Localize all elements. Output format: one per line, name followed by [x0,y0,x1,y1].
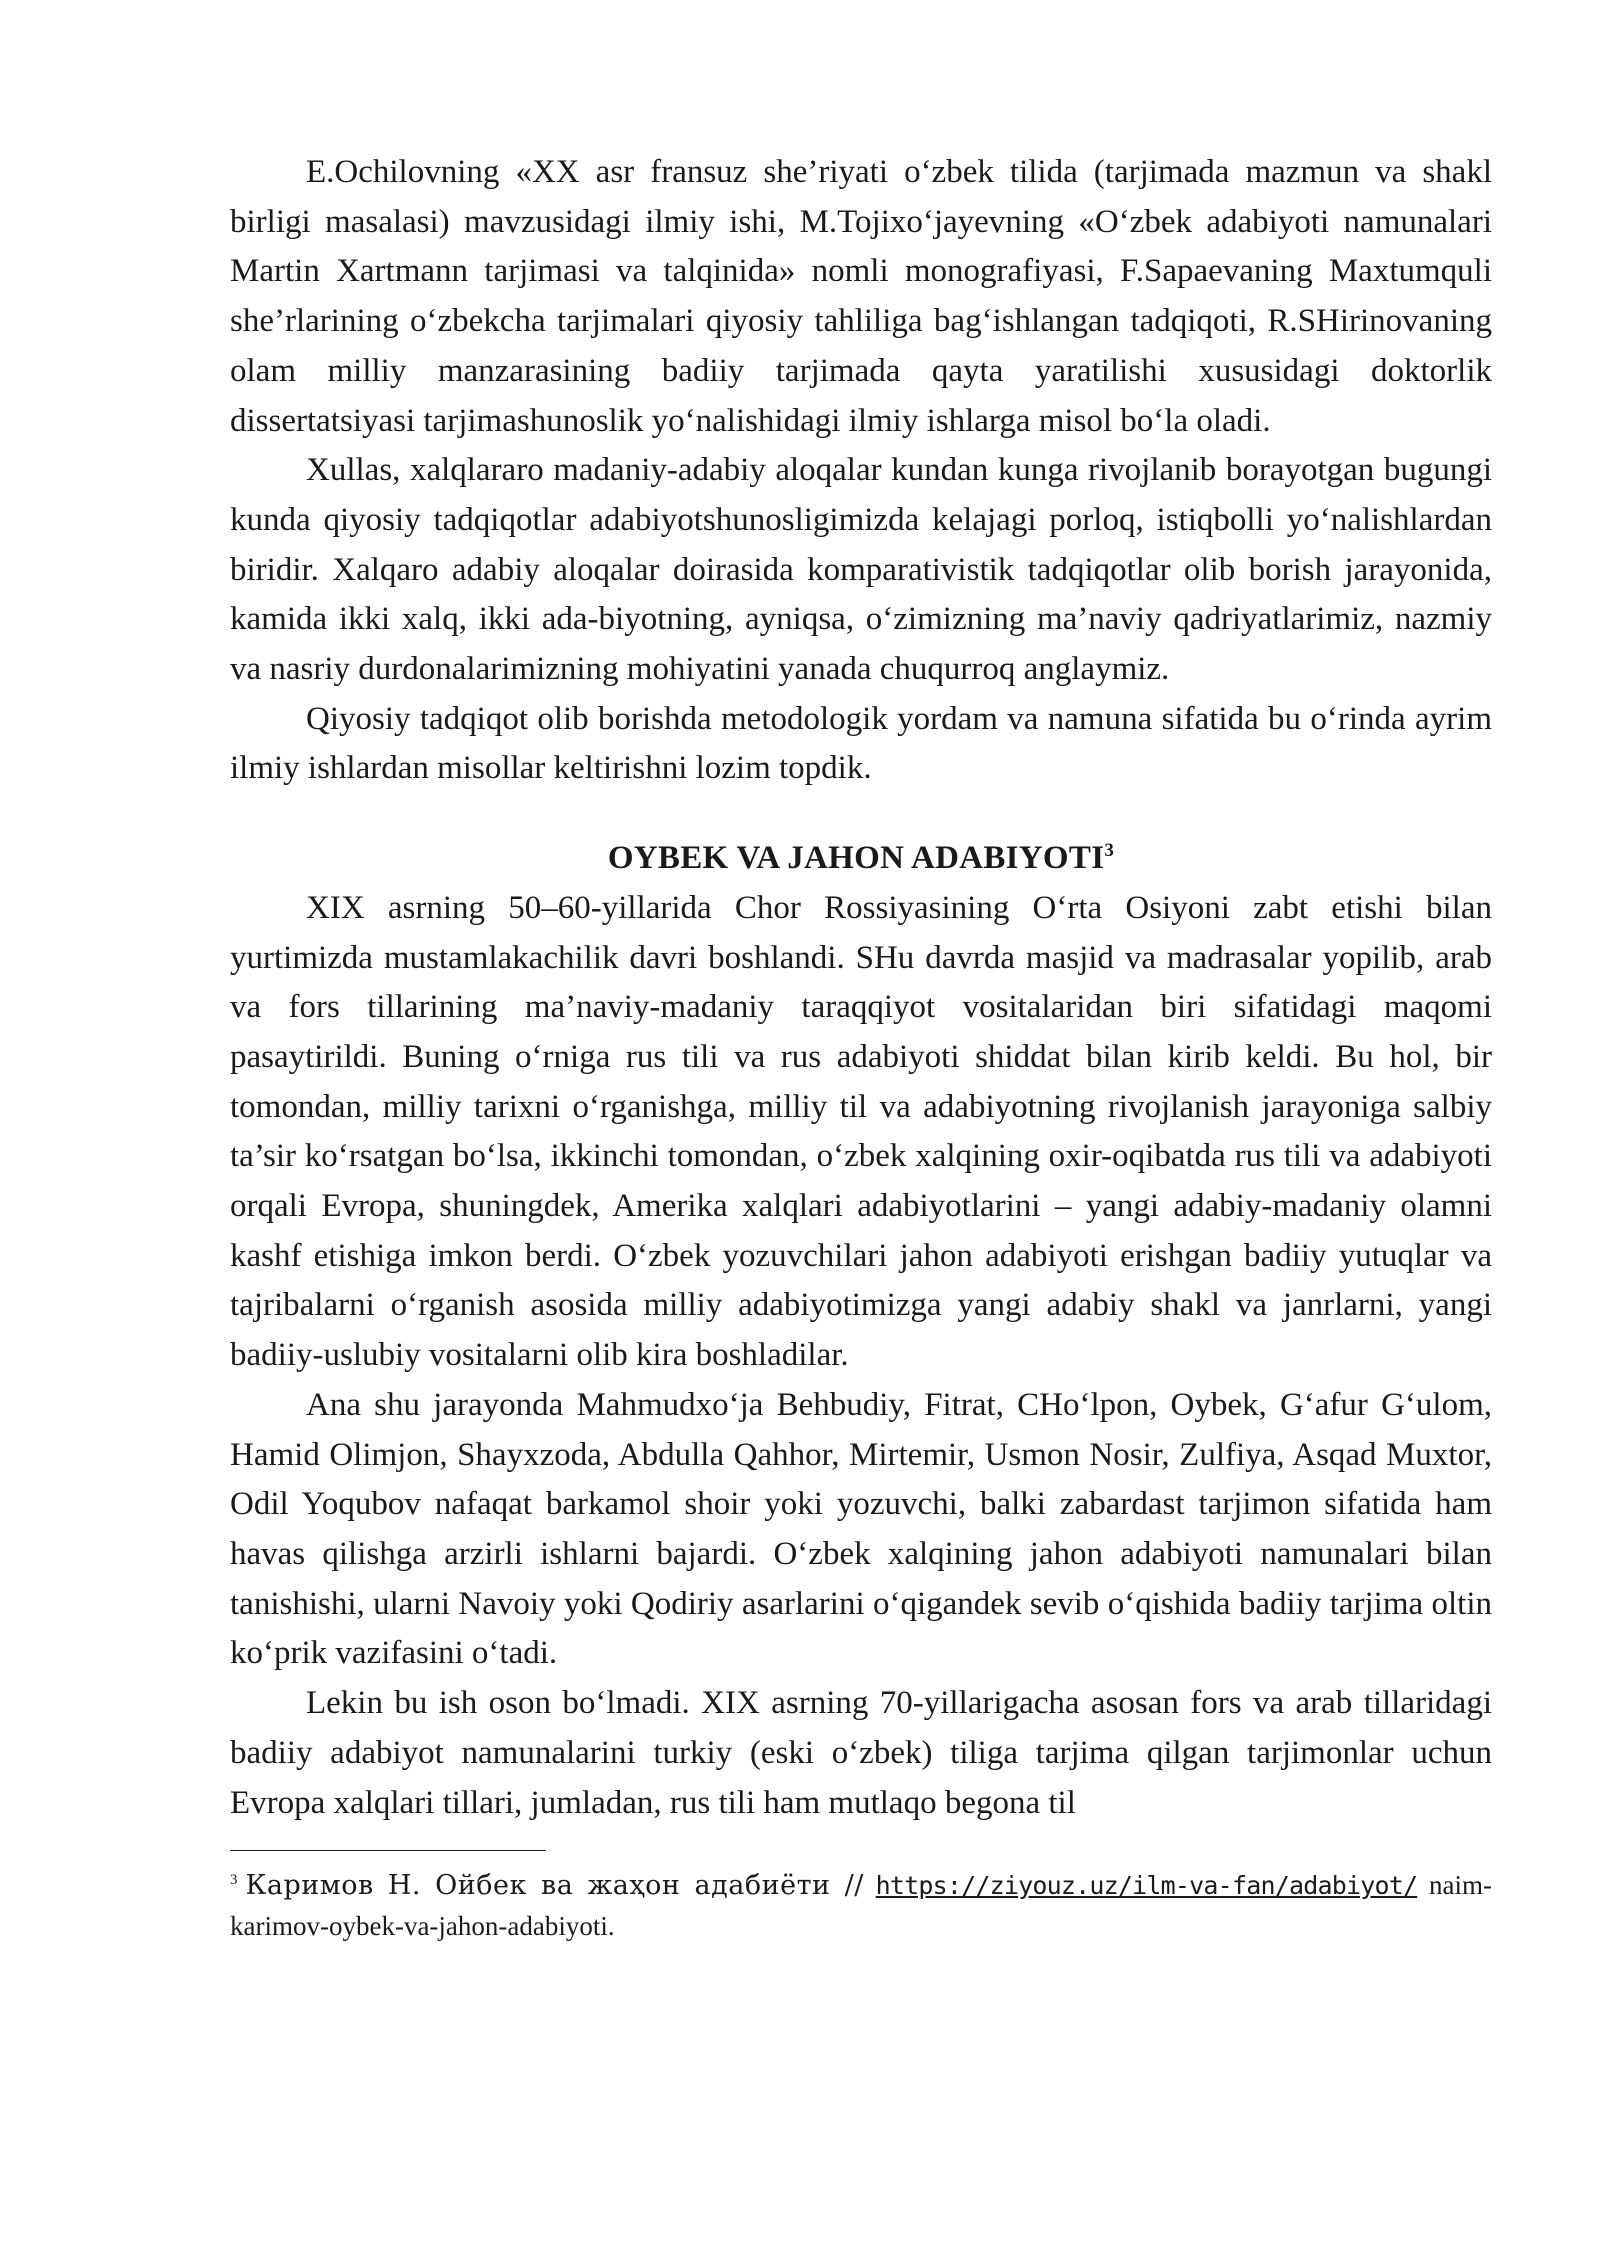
document-page [230,148,1492,1946]
footnote-number: 3 [230,1872,238,1889]
body-paragraph: XIX asrning 50–60-yillarida Chor Rossiyasining O‘rta Osiyoni zabt etishi bilan yurtimizda mustamlakachilik davri boshlandi. SHu davrda masjid va madrasalar yopilib, arab va fors tillarining ma’naviy-madaniy taraqqiyot vositalaridan biri sifatidagi maqomi pasaytirildi. Buning o‘rniga rus tili va rus adabiyoti shiddat bilan kirib keldi. Bu hol, bir tomondan, milliy tarixni o‘rganishga, milliy til va adabiyotning rivojlanish jarayoniga salbiy ta’sir ko‘rsatgan bo‘lsa, ikkinchi tomondan, o‘zbek xalqining oxir-oqibatda rus tili va adabiyoti orqali Evropa, shuningdek, Amerika xalqlari adabiyotlarini – yangi adabiy-madaniy olamni kashf etishiga imkon berdi. O‘zbek yozuvchilari jahon adabiyoti erishgan badiiy yutuqlar va tajribalarni o‘rganish asosida milliy adabiyotimizga yangi adabiy shakl va janrlarni, yangi badiiy-uslubiy vositalarni olib kira boshladilar. [230,889,1492,1374]
section-heading [230,834,1492,884]
footnote-link-tail: naim-karimov-oybek-va-jahon-adabiyoti. [230,1870,1493,1942]
body-paragraph: E.Ochilovning «XX asr fransuz she’riyati o‘zbek tilida (tarjimada mazmun va shakl birligi masalasi) mavzusidagi ilmiy ishi, M.Tojixo‘jayevning «O‘zbek adabiyoti namunalari Martin Xartmann tarjimasi va talqinida» nomli monografiyasi, F.Sapaevaning Maxtumquli she’rlarining o‘zbekcha tarjimalari qiyosiy tahliliga bag‘ishlangan tadqiqoti, R.SHirinovaning olam milliy manzarasining badiiy tarjimada qayta yaratilishi xususidagi doktorlik dissertatsiyasi tarjimashunoslik yo‘nalishidagi ilmiy ishlarga misol bo‘la oladi. [230,154,1492,439]
footnote-reference[interactable]: 3 [1104,840,1115,862]
footnote-citation: Каримов Н. Ойбек ва жаҳон адабиёти // [245,1870,864,1902]
body-paragraph: Xullas, xalqlararo madaniy-adabiy aloqalar kundan kunga rivojlanib borayotgan bugungi kunda qiyosiy tadqiqotlar adabiyotshunosligimizda kelajagi porloq, istiqbolli yo‘nalishlardan biridir. Xalqaro adabiy aloqalar doirasida komparativistik tadqiqotlar olib borish jarayonida, kamida ikki xalq, ikki ada-biyotning, ayniqsa, o‘zimizning ma’naviy qadriyatlarimiz, nazmiy va nasriy durdonalarimizning mohiyatini yanada chuqurroq anglaymiz. [230,452,1492,688]
body-paragraph: Ana shu jarayonda Mahmudxo‘ja Behbudiy, Fitrat, CHo‘lpon, Oybek, G‘afur G‘ulom, Hamid Olimjon, Shayxzoda, Abdulla Qahhor, Mirtemir, Usmon Nosir, Zulfiya, Asqad Muxtor, Odil Yoqubov nafaqat barkamol shoir yoki yozuvchi, balki zabardast tarjimon sifatida ham havas qilishga arzirli ishlarni bajardi. O‘zbek xalqining jahon adabiyoti namunalari bilan tanishishi, ularni Navoiy yoki Qodiriy asarlarini o‘qigandek sevib o‘qishida badiiy tarjima oltin ko‘prik vazifasini o‘tadi. [230,1386,1492,1672]
section-title: OYBEK VA JAHON ADABIYOTI [607,840,1105,877]
body-paragraph: Lekin bu ish oson bo‘lmadi. XIX asrning 70-yillarigacha asosan fors va arab tillaridagi badiiy adabiyot namunalarini turkiy (eski o‘zbek) tiliga tarjima qilgan tarjimonlar uchun Evropa xalqlari tillari, jumladan, rus tili ham mutlaqo begona til [230,1685,1492,1821]
body-paragraph: Qiyosiy tadqiqot olib borishda metodologik yordam va namuna sifatida bu o‘rinda ayrim ilmiy ishlardan misollar keltirishni lozim topdik. [230,700,1492,787]
footnote-divider [230,1850,546,1851]
footnote-link[interactable]: https://ziyouz.uz/ilm-va-fan/adabiyot/ [875,1871,1418,1901]
footnote [230,1865,1492,1946]
